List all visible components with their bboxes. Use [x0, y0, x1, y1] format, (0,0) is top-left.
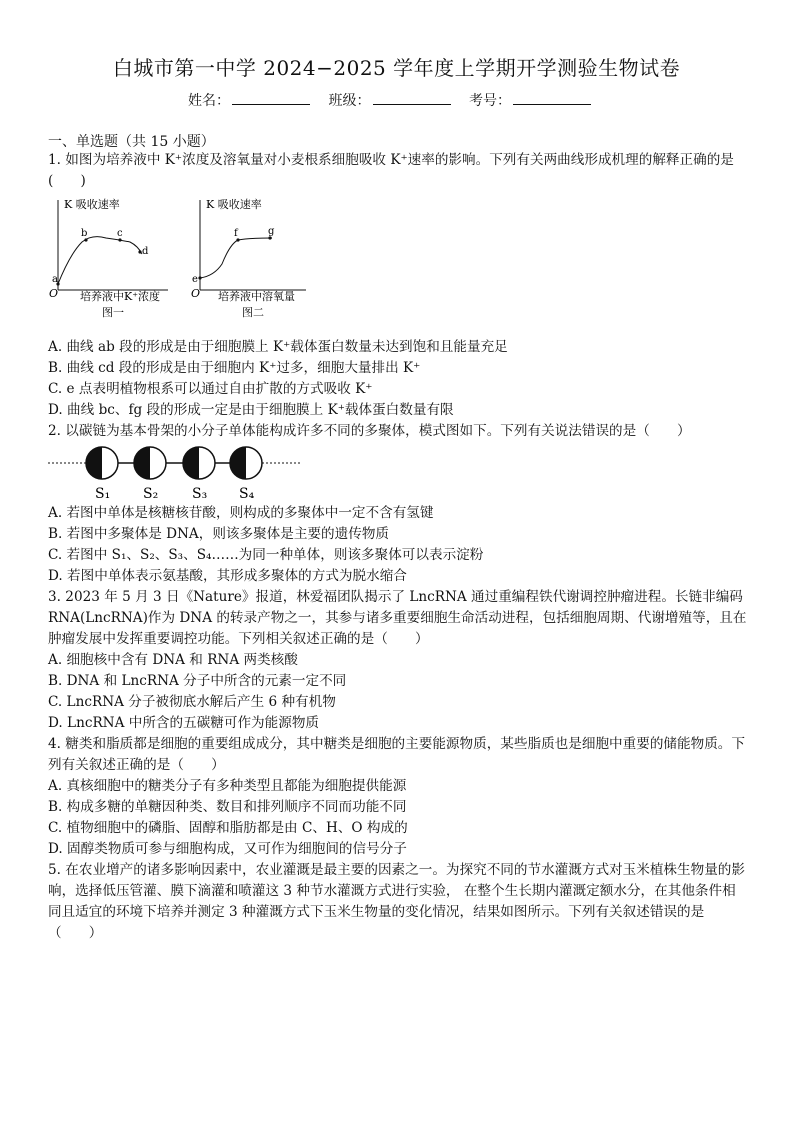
fig2-ylabel: K 吸收速率: [206, 198, 262, 211]
name-field[interactable]: [232, 90, 310, 105]
q4-option-a[interactable]: A. 真核细胞中的糖类分子有多种类型且都能为细胞提供能源: [48, 778, 407, 794]
q4-option-b[interactable]: B. 构成多糖的单糖因种类、数目和排列顺序不同而功能不同: [48, 799, 407, 815]
fig1-point-b: b: [81, 228, 88, 239]
fig1-ylabel: K 吸收速率: [64, 198, 120, 211]
monomer-s1: [86, 447, 118, 479]
q1-option-c[interactable]: C. e 点表明植物根系可以通过自由扩散的方式吸收 K⁺: [48, 381, 373, 397]
fig1-caption: 图一: [102, 306, 124, 319]
monomer-label-s2: S₂: [143, 486, 159, 502]
fig1-curve: [58, 237, 142, 284]
question-5-stem: 5. 在农业增产的诸多影响因素中，农业灌溉是最主要的因素之一。为探究不同的节水灌溉方式对玉米植株生物量的影响，选择低压管灌、膜下滴灌和喷灌这 3 种节水灌溉方式进行实验， 在整个生长期内灌溉定额水分，在其他条件相同且适宜的环境下培养并测定 3 种灌溉方式下玉米生物量的变化情况，结果如图所示。下列有关叙述错误的是（ ）: [48, 862, 745, 941]
q4-option-c[interactable]: C. 植物细胞中的磷脂、固醇和脂肪都是由 C、H、O 构成的: [48, 820, 408, 836]
q1-option-d[interactable]: D. 曲线 bc、fg 段的形成一定是由于细胞膜上 K⁺载体蛋白数量有限: [48, 402, 454, 418]
q2-option-c[interactable]: C. 若图中 S₁、S₂、S₃、S₄……为同一种单体，则该多聚体可以表示淀粉: [48, 547, 484, 563]
fig1-xlabel: 培养液中K⁺浓度: [80, 290, 161, 303]
page-title: 白城市第一中学 2024−2025 学年度上学期开学测验生物试卷: [112, 56, 681, 80]
q2-option-a[interactable]: A. 若图中单体是核糖核苷酸，则构成的多聚体中一定不含有氢键: [48, 505, 434, 521]
fig2-origin: O: [191, 287, 201, 300]
section-title: 一、单选题（共 15 小题）: [48, 134, 215, 150]
fig2-curve: [200, 238, 272, 278]
question-3-stem: 3. 2023 年 5 月 3 日《Nature》报道，林爱福团队揭示了 LncRNA 通过重编程铁代谢调控肿瘤进程。长链非编码 RNA(LncRNA)作为 DNA 的转录产物之一，其参与诸多重要细胞生命活动进程，包括细胞周期、代谢增殖等，且在肿瘤发展中发挥重要调控功能。下列相关叙述正确的是（ ）: [48, 589, 747, 647]
q3-option-b[interactable]: B. DNA 和 LncRNA 分子中所含的元素一定不同: [48, 673, 347, 689]
fig2-caption: 图二: [242, 306, 264, 319]
fig1-point-a: a: [52, 274, 58, 285]
monomer-label-s3: S₃: [192, 486, 208, 502]
q1-option-b[interactable]: B. 曲线 cd 段的形成是由于细胞内 K⁺过多，细胞大量排出 K⁺: [48, 360, 421, 376]
q3-option-d[interactable]: D. LncRNA 中所含的五碳糖可作为能源物质: [48, 715, 320, 731]
fig1-point-c: c: [117, 228, 123, 239]
q3-option-a[interactable]: A. 细胞核中含有 DNA 和 RNA 两类核酸: [48, 652, 298, 668]
q2-option-b[interactable]: B. 若图中多聚体是 DNA，则该多聚体是主要的遗传物质: [48, 526, 390, 542]
monomer-s2: [134, 447, 166, 479]
question-4-stem: 4. 糖类和脂质都是细胞的重要组成成分，其中糖类是细胞的主要能源物质，某些脂质也是细胞中重要的储能物质。下列有关叙述正确的是（ ）: [48, 736, 745, 773]
question-2-stem: 2. 以碳链为基本骨架的小分子单体能构成许多不同的多聚体，模式图如下。下列有关说法错误的是（ ）: [48, 423, 691, 439]
question-1-stem: 1. 如图为培养液中 K⁺浓度及溶氧量对小麦根系细胞吸收 K⁺速率的影响。下列有关两曲线形成机理的解释正确的是( ): [48, 152, 734, 189]
q4-option-d[interactable]: D. 固醇类物质可参与细胞构成，又可作为细胞间的信号分子: [48, 841, 407, 857]
monomer-label-s1: S₁: [95, 486, 111, 502]
monomer-label-s4: S₄: [239, 486, 255, 502]
question-1-figure-2: [188, 194, 318, 322]
fig1-point-d: d: [142, 246, 149, 257]
question-2-monomer-chain: [46, 444, 306, 502]
question-1-figure-1: [46, 194, 176, 322]
name-label: 姓名：: [188, 93, 231, 109]
fig1-origin: O: [49, 287, 59, 300]
q2-option-d[interactable]: D. 若图中单体表示氨基酸，其形成多聚体的方式为脱水缩合: [48, 568, 407, 584]
q1-option-a[interactable]: A. 曲线 ab 段的形成是由于细胞膜上 K⁺载体蛋白数量未达到饱和且能量充足: [48, 339, 508, 355]
fig2-point-e: e: [192, 274, 198, 285]
monomer-s3: [183, 447, 215, 479]
fig2-xlabel: 培养液中溶氧量: [218, 290, 295, 303]
class-field[interactable]: [373, 90, 451, 105]
fig2-point-g: g: [268, 226, 275, 237]
monomer-s4: [230, 447, 262, 479]
exam-no-field[interactable]: [513, 90, 591, 105]
class-label: 班级：: [328, 93, 371, 109]
fig2-point-f: f: [234, 228, 238, 239]
student-info-line: [0, 90, 793, 110]
q3-option-c[interactable]: C. LncRNA 分子被彻底水解后产生 6 种有机物: [48, 694, 336, 710]
exam-no-label: 考号：: [468, 93, 511, 109]
